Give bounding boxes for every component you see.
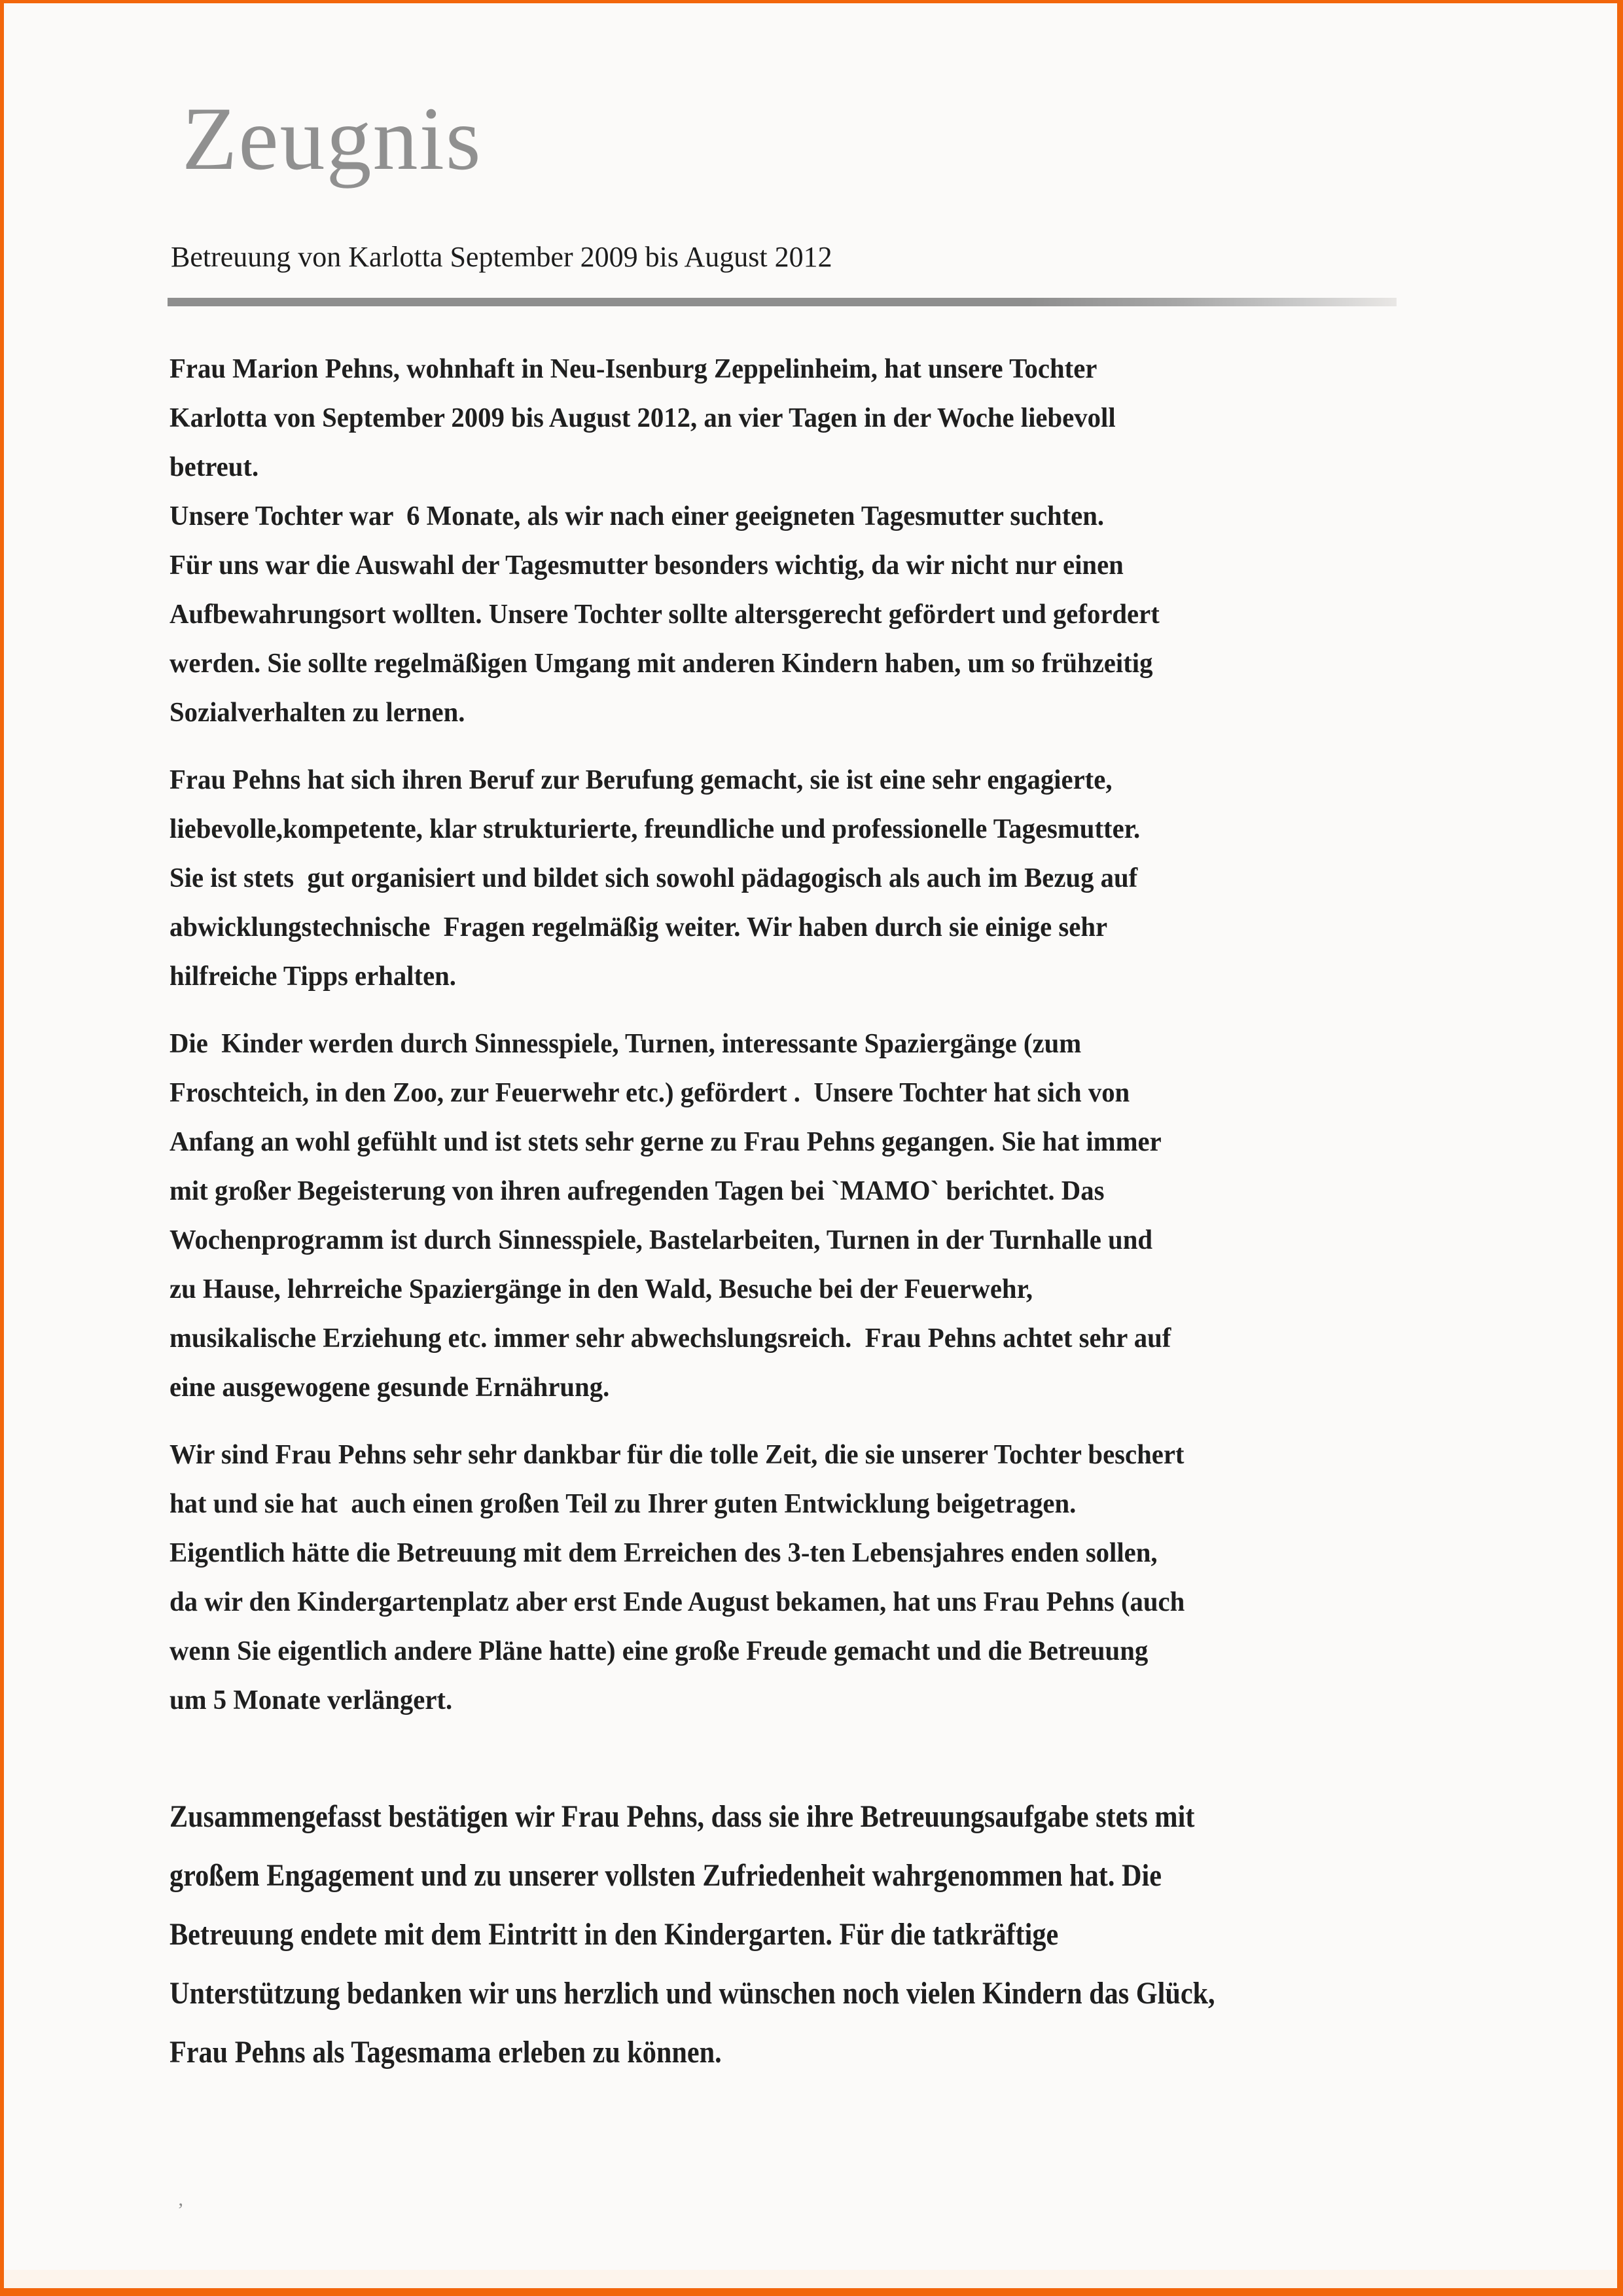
text-line: Unsere Tochter war 6 Monate, als wir nach einer geeigneten Tagesmutter suchten. — [169, 501, 1105, 531]
paragraph-3 — [169, 1020, 1413, 1412]
text-line: Karlotta von September 2009 bis August 2012, an vier Tagen in der Woche liebevoll — [169, 403, 1116, 433]
page-title: Zeugnis — [182, 88, 482, 188]
text-line: wenn Sie eigentlich andere Pläne hatte) eine große Freude gemacht und die Betreuung — [169, 1636, 1149, 1666]
text-line: Unterstützung bedanken wir uns herzlich und wünschen noch vielen Kindern das Glück, — [169, 1976, 1215, 2011]
text-line: mit großer Begeisterung von ihren aufregenden Tagen bei `MAMO` berichtet. Das — [169, 1176, 1105, 1206]
text-line: Frau Pehns hat sich ihren Beruf zur Berufung gemacht, sie ist eine sehr engagierte, — [169, 765, 1113, 795]
text-line: Froschteich, in den Zoo, zur Feuerwehr etc.) gefördert . Unsere Tochter hat sich von — [169, 1078, 1130, 1108]
text-line: hilfreiche Tipps erhalten. — [169, 961, 457, 992]
text-line: Wochenprogramm ist durch Sinnesspiele, Bastelarbeiten, Turnen in der Turnhalle und — [169, 1225, 1153, 1255]
scan-artifact-mark: ’ — [177, 2199, 184, 2221]
document-body — [169, 345, 1413, 2100]
text-line: Die Kinder werden durch Sinnesspiele, Turnen, interessante Spaziergänge (zum — [169, 1029, 1082, 1059]
text-line: um 5 Monate verlängert. — [169, 1685, 453, 1715]
paragraph-2 — [169, 756, 1413, 1001]
text-line: musikalische Erziehung etc. immer sehr abwechslungsreich. Frau Pehns achtet sehr auf — [169, 1323, 1171, 1354]
text-line: liebevolle,kompetente, klar strukturierte, freundliche und professionelle Tagesmutter. — [169, 814, 1141, 844]
text-line: Zusammengefasst bestätigen wir Frau Pehns, dass sie ihre Betreuungsaufgabe stets mit — [169, 1799, 1195, 1834]
text-line: Anfang an wohl gefühlt und ist stets sehr gerne zu Frau Pehns gegangen. Sie hat immer — [169, 1127, 1162, 1157]
text-line: Aufbewahrungsort wollten. Unsere Tochter sollte altersgerecht gefördert und gefordert — [169, 600, 1160, 630]
text-line: hat und sie hat auch einen großen Teil zu Ihrer guten Entwicklung beigetragen. — [169, 1489, 1077, 1519]
text-line: abwicklungstechnische Fragen regelmäßig weiter. Wir haben durch sie einige sehr — [169, 912, 1108, 942]
text-line: eine ausgewogene gesunde Ernährung. — [169, 1372, 610, 1403]
text-line: Wir sind Frau Pehns sehr sehr dankbar für die tolle Zeit, die sie unserer Tochter beschert — [169, 1440, 1185, 1470]
text-line: großem Engagement und zu unserer vollsten Zufriedenheit wahrgenommen hat. Die — [169, 1858, 1162, 1893]
text-line: Frau Pehns als Tagesmama erleben zu können. — [169, 2035, 722, 2070]
section-divider — [168, 298, 1397, 306]
text-line: betreut. — [169, 452, 259, 482]
text-line: Eigentlich hätte die Betreuung mit dem Erreichen des 3-ten Lebensjahres enden sollen, — [169, 1538, 1158, 1568]
text-line: da wir den Kindergartenplatz aber erst Ende August bekamen, hat uns Frau Pehns (auch — [169, 1587, 1185, 1617]
page-subtitle: Betreuung von Karlotta September 2009 bis August 2012 — [171, 241, 832, 273]
text-line: werden. Sie sollte regelmäßigen Umgang mit anderen Kindern haben, um so frühzeitig — [169, 649, 1153, 679]
text-line: Frau Marion Pehns, wohnhaft in Neu-Isenburg Zeppelinheim, hat unsere Tochter — [169, 354, 1097, 384]
paragraph-5 — [169, 1787, 1413, 2082]
text-line: Sie ist stets gut organisiert und bildet sich sowohl pädagogisch als auch im Bezug auf — [169, 863, 1138, 893]
paragraph-4 — [169, 1431, 1413, 1725]
text-line: zu Hause, lehrreiche Spaziergänge in den Wald, Besuche bei der Feuerwehr, — [169, 1274, 1033, 1304]
text-line: Betreuung endete mit dem Eintritt in den Kindergarten. Für die tatkräftige — [169, 1917, 1059, 1952]
text-line: Für uns war die Auswahl der Tagesmutter besonders wichtig, da wir nicht nur einen — [169, 550, 1124, 581]
text-line: Sozialverhalten zu lernen. — [169, 698, 465, 728]
paragraph-1 — [169, 345, 1413, 738]
